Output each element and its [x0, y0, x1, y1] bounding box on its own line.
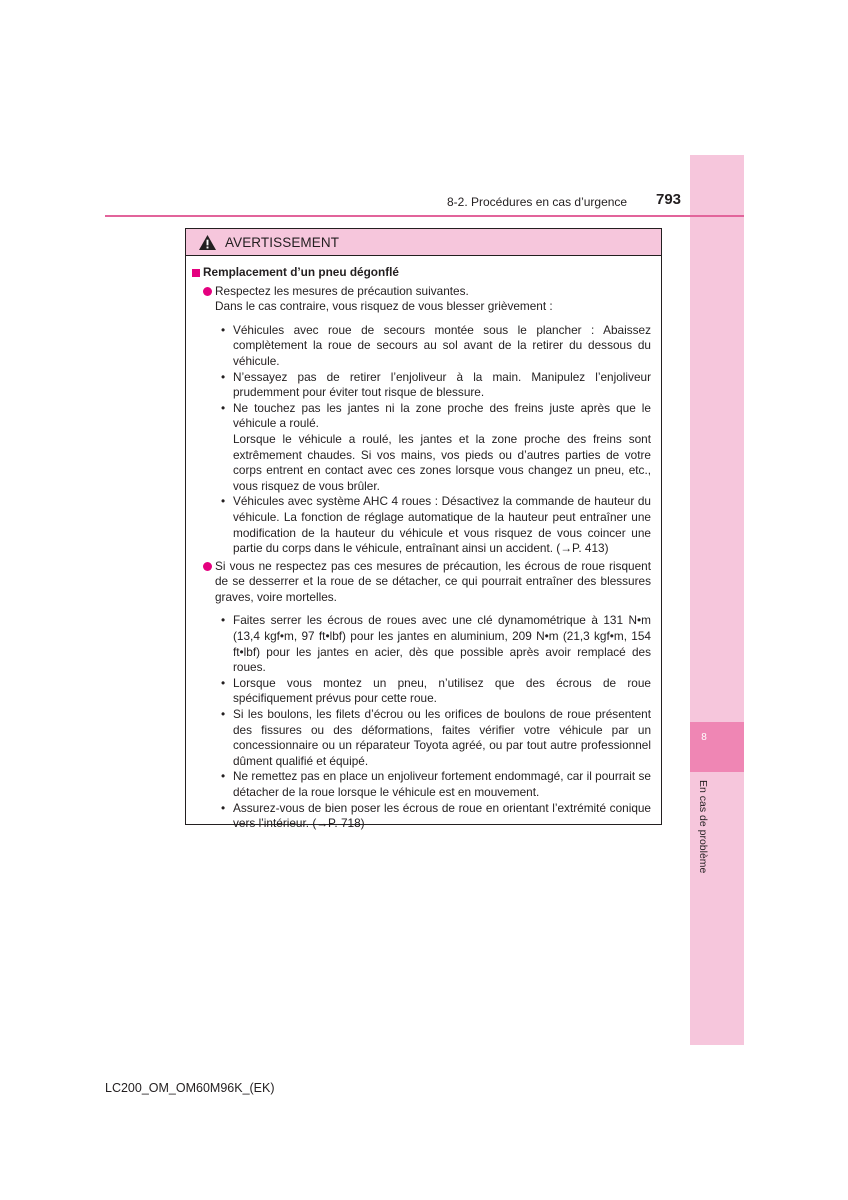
- circle-bullet-icon: [203, 287, 212, 296]
- list-item-continuation: Lorsque le véhicule a roulé, les jantes et la zone proche des freins sont extrêmement chaudes. Si vos mains, vos pieds ou d’autres parties de votre corps entrent en contact avec ces zones lorsque vous changez un pneu, etc., vous risquez de vous brûler.: [233, 431, 651, 493]
- subheading: [192, 265, 651, 281]
- item2-bullet-list: [192, 613, 651, 831]
- section-title: 8-2. Procédures en cas d’urgence: [447, 195, 628, 209]
- item1-line2: Dans le cas contraire, vous risquez de vous blesser grièvement :: [215, 299, 553, 314]
- subheading-text: Remplacement d’un pneu dégonflé: [203, 265, 399, 279]
- list-item: • Si les boulons, les filets d’écrou ou les orifices de boulons de roue présentent des fissures ou des déformations, faites vérifier votre véhicule par un concessionnaire ou un réparateur Toyota agréé, ou par tout autre professionnel dûment qualifié et équipé.: [221, 707, 651, 768]
- list-item: • N’essayez pas de retirer l’enjoliveur à la main. Manipulez l’enjoliveur prudemment pour éviter tout risque de blessure.: [221, 369, 651, 400]
- warning-triangle-icon: [198, 234, 217, 251]
- list-item: • Ne remettez pas en place un enjoliveur fortement endommagé, car il pourrait se détacher de la roue lorsque le véhicule est en mouvement.: [221, 769, 651, 799]
- warning-body: [186, 256, 661, 832]
- page-number: 793: [656, 191, 682, 208]
- chapter-tab-active: [690, 722, 744, 772]
- list-item: • Faites serrer les écrous de roues avec une clé dynamométrique à 131 N•m (13,4 kgf•m, 97 ft•lbf) pour les jantes en aluminium, 209 N•m (21,3 kgf•m, 154 ft•lbf) pour les jantes en acier, dès que possible après avoir remplacé des roues.: [221, 613, 651, 675]
- list-item: • Véhicules avec roue de secours montée sous le plancher : Abaissez complètement la roue de secours au sol avant de la retirer du dessous du véhicule.: [221, 322, 651, 368]
- item1-line1: Respectez les mesures de précaution suivantes.: [215, 283, 469, 298]
- precaution-item-1: [192, 284, 651, 315]
- warning-title: AVERTISSEMENT: [225, 234, 340, 250]
- item1-bullet-list: [192, 323, 651, 557]
- list-item: • Assurez-vous de bien poser les écrous de roue en orientant l’extrémité conique vers l’intérieur. (→P. 718): [221, 800, 651, 831]
- chapter-side-tab: [690, 155, 744, 1045]
- list-item: • Lorsque vous montez un pneu, n’utilisez que des écrous de roue spécifiquement prévus pour cette roue.: [221, 675, 651, 706]
- list-item: • Véhicules avec système AHC 4 roues : Désactivez la commande de hauteur du véhicule. La fonction de réglage automatique de la hauteur peut entraîner une modification de la hauteur du véhicule et vous risquez de vous coincer une partie du corps dans le véhicule, entraînant ainsi un accident. (→P. 413): [221, 494, 651, 556]
- list-item: • Ne touchez pas les jantes ni la zone proche des freins juste après que le véhicule a roulé. Lorsque le véhicule a roulé, les jantes et la zone proche des freins sont extrêmement chaudes. Si vos mains, vos pieds ou d’autres parties de votre corps entrent en contact avec ces zones lorsque vous changez un pneu, etc., vous risquez de vous brûler.: [221, 400, 651, 493]
- header-divider: [105, 215, 744, 217]
- item2-text: Si vous ne respectez pas ces mesures de précaution, les écrous de roue risquent de se desserrer et la roue de se détacher, ce qui pourrait entraîner des blessures graves, voire mortelles.: [215, 558, 651, 604]
- document-code: LC200_OM_OM60M96K_(EK): [105, 1081, 275, 1095]
- chapter-title: En cas de problème: [697, 780, 709, 874]
- chapter-number: 8: [701, 732, 707, 743]
- warning-header: [186, 229, 661, 256]
- square-bullet-icon: [192, 269, 200, 277]
- warning-box: [185, 228, 662, 831]
- precaution-item-2: [192, 559, 651, 606]
- circle-bullet-icon: [203, 562, 212, 571]
